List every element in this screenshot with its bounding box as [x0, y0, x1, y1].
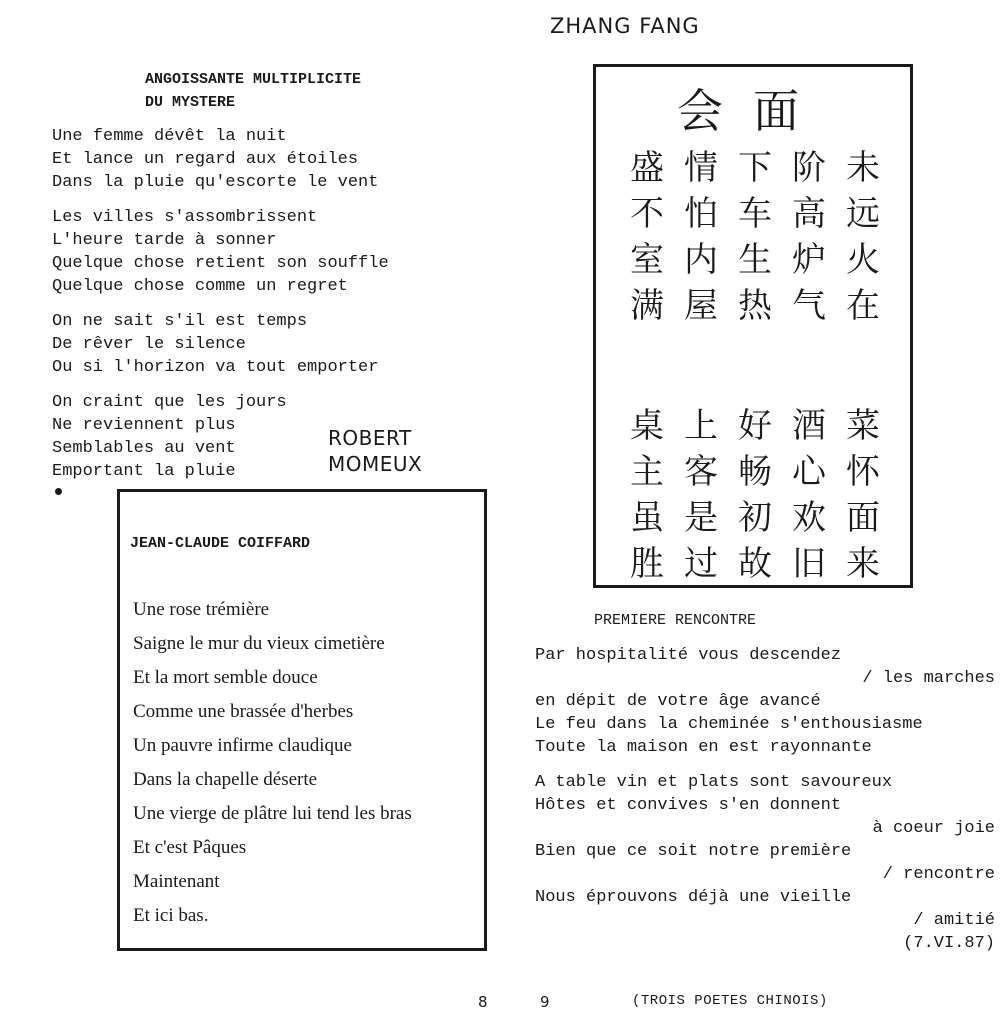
- translation-line: en dépit de votre âge avancé: [535, 692, 821, 711]
- translation-line: Toute la maison en est rayonnante: [535, 738, 872, 757]
- calligraphy-stanza-2: [596, 403, 910, 583]
- poem-line: On craint que les jours: [52, 393, 287, 412]
- calligraphy-title: 会面: [677, 84, 829, 138]
- poem-line: De rêver le silence: [52, 335, 246, 354]
- stanza-1: [52, 125, 472, 194]
- boxed-poem-line: Comme une brassée d'herbes: [133, 701, 354, 722]
- calligraphy-column: 好畅初故: [738, 406, 772, 584]
- translation-line: Hôtes et convives s'en donnent: [535, 796, 842, 815]
- boxed-poem-line: Une rose trémière: [133, 599, 270, 620]
- footer-note: (TROIS POETES CHINOIS): [632, 993, 828, 1009]
- boxed-poem-body: [133, 598, 473, 938]
- poem-line: Ne reviennent plus: [52, 416, 236, 435]
- translation-line: Nous éprouvons déjà une vieille: [535, 888, 852, 907]
- poem-line: Quelque chose comme un regret: [52, 277, 348, 296]
- translation-line: (7.VI.87): [903, 934, 995, 953]
- author-first-name: ROBERT: [328, 426, 412, 450]
- poem-line: On ne sait s'il est temps: [52, 312, 308, 331]
- stanza-gap: [535, 759, 995, 771]
- boxed-poem-line: Saigne le mur du vieux cimetière: [133, 633, 385, 654]
- stanza-3: [52, 310, 472, 379]
- poem-author: [328, 425, 422, 477]
- poem-line: Et lance un regard aux étoiles: [52, 150, 359, 169]
- poem-line: Les villes s'assombrissent: [52, 208, 318, 227]
- poem-title: [145, 68, 465, 114]
- author-last-name: MOMEUX: [328, 452, 423, 476]
- poem-line: Une femme dévêt la nuit: [52, 127, 287, 146]
- calligraphy-column: 情怕内屋: [684, 148, 718, 326]
- translation-body: [535, 644, 995, 955]
- calligraphy-column: 盛不室满: [630, 148, 664, 326]
- translation-line: A table vin et plats sont savoureux: [535, 773, 893, 792]
- calligraphy-column: 下车生热: [738, 148, 772, 326]
- page-footer: [0, 993, 1000, 1013]
- calligraphy-column: 酒心欢旧: [792, 406, 826, 584]
- poem-line: Ou si l'horizon va tout emporter: [52, 358, 379, 377]
- translation-title: PREMIERE RENCONTRE: [594, 612, 757, 629]
- boxed-poem-author: JEAN-CLAUDE COIFFARD: [130, 535, 311, 552]
- boxed-poem-line: Un pauvre infirme claudique: [133, 735, 352, 756]
- boxed-poem-line: Maintenant: [133, 871, 220, 892]
- boxed-poem-line: Une vierge de plâtre lui tend les bras: [133, 803, 412, 824]
- calligraphy-frame: [593, 64, 913, 588]
- poem-line: Emportant la pluie: [52, 462, 236, 481]
- calligraphy-column: 菜怀面来: [846, 406, 880, 584]
- boxed-poem-line: Et ici bas.: [133, 905, 209, 926]
- translation-line: Bien que ce soit notre première: [535, 842, 852, 861]
- translation-line: / rencontre: [882, 865, 995, 884]
- poem-line: Quelque chose retient son souffle: [52, 254, 389, 273]
- poet-name: ZHANG FANG: [550, 14, 700, 38]
- boxed-poem-line: Et c'est Pâques: [133, 837, 247, 858]
- calligraphy-column: 上客是过: [684, 406, 718, 584]
- calligraphy-column: 阶高炉气: [792, 148, 826, 326]
- poem-line: Semblables au vent: [52, 439, 236, 458]
- translation-line: Par hospitalité vous descendez: [535, 646, 842, 665]
- stanza-2: [52, 206, 472, 298]
- calligraphy-stanza-1: [596, 145, 910, 385]
- poem-title-line-1: ANGOISSANTE MULTIPLICITE: [145, 71, 362, 88]
- translation-line: à coeur joie: [872, 819, 995, 838]
- boxed-poem-line: Et la mort semble douce: [133, 667, 318, 688]
- translation-line: Le feu dans la cheminée s'enthousiasme: [535, 715, 923, 734]
- translation-line: / les marches: [862, 669, 995, 688]
- calligraphy-column: 未远火在: [846, 148, 880, 326]
- page-number-left: 8: [478, 993, 488, 1011]
- poem-line: L'heure tarde à sonner: [52, 231, 277, 250]
- page-number-right: 9: [540, 993, 550, 1011]
- bullet-dot: [55, 488, 62, 495]
- calligraphy-column: 桌主虽胜: [630, 406, 664, 584]
- boxed-poem-line: Dans la chapelle déserte: [133, 769, 318, 790]
- poem-line: Dans la pluie qu'escorte le vent: [52, 173, 379, 192]
- poem-title-line-2: DU MYSTERE: [145, 94, 236, 111]
- translation-line: / amitié: [913, 911, 995, 930]
